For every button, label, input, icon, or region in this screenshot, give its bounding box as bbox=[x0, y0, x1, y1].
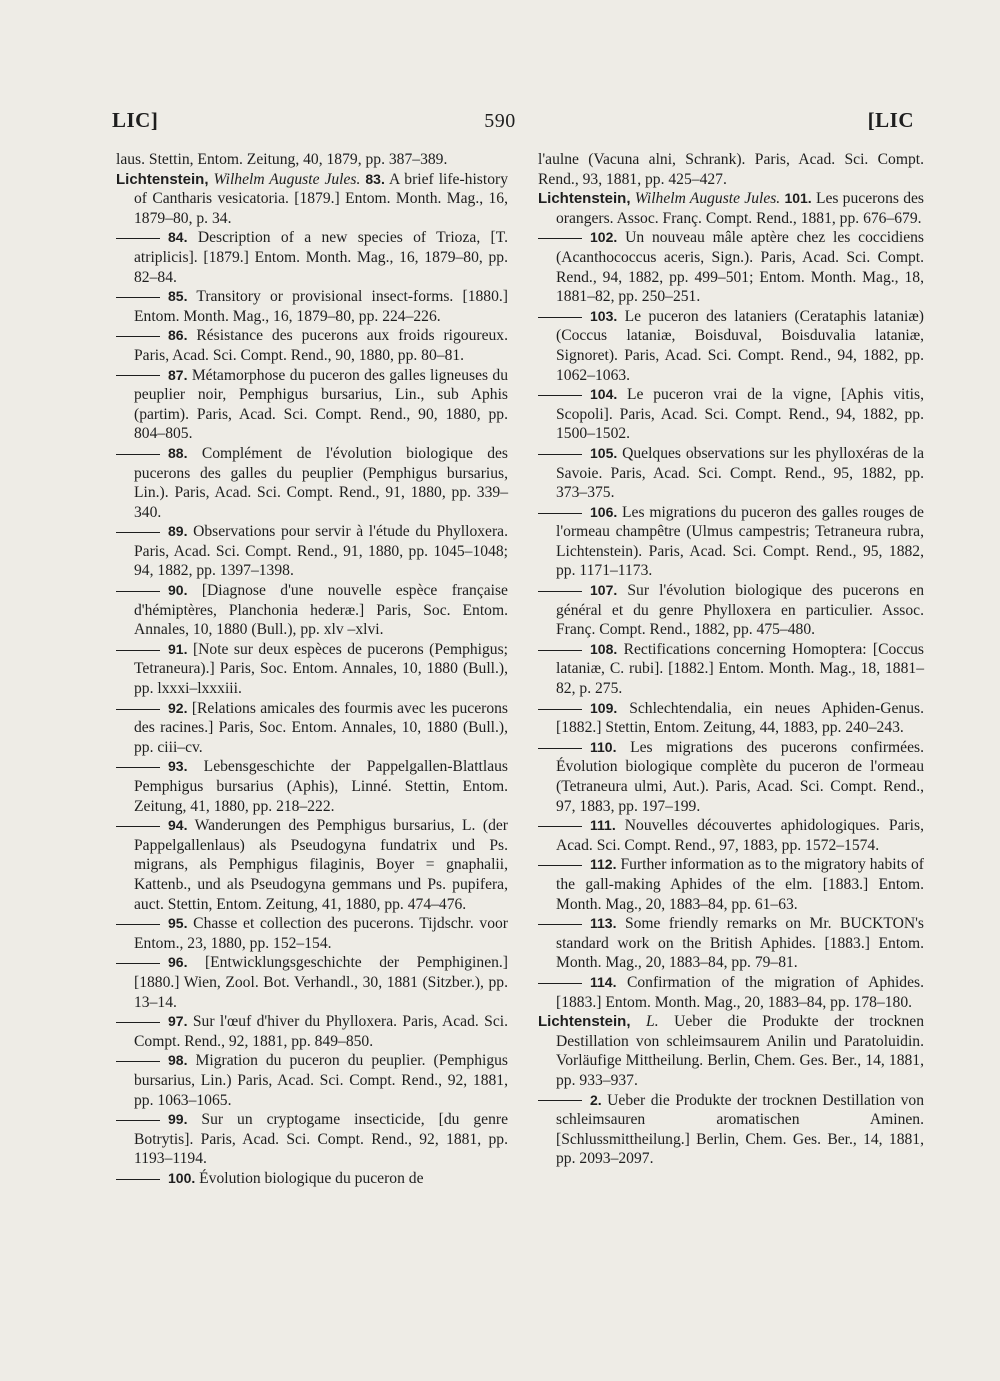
bibliography-entry bbox=[538, 816, 924, 855]
entry-number: 107. bbox=[590, 582, 618, 599]
ditto-dash bbox=[538, 454, 582, 455]
ditto-dash bbox=[116, 1061, 160, 1062]
entry-number: 95. bbox=[168, 915, 188, 932]
running-head-right: [LIC bbox=[867, 108, 914, 132]
bibliography-entry bbox=[116, 581, 508, 640]
bibliography-entry bbox=[538, 738, 924, 816]
entry-number: 90. bbox=[168, 582, 188, 599]
ditto-dash bbox=[116, 591, 160, 592]
bibliography-entry bbox=[538, 307, 924, 385]
entry-number: 2. bbox=[590, 1091, 602, 1108]
ditto-dash bbox=[116, 1179, 160, 1180]
entry-number: 108. bbox=[590, 640, 618, 657]
entry-text: Migration du puceron du peuplier. (Pemphigus bursarius, Lin.) Paris, Acad. Sci. Compt. Rend., 92, 1881, pp. 1063–1065. bbox=[134, 1052, 509, 1109]
bibliography-entry bbox=[116, 699, 508, 758]
author-name: Lichtenstein, bbox=[116, 170, 209, 188]
bibliography-entry bbox=[538, 385, 924, 444]
bibliography-entry bbox=[116, 1110, 508, 1169]
ditto-dash bbox=[538, 238, 582, 239]
bibliography-entry bbox=[116, 1012, 508, 1051]
running-head-left: LIC] bbox=[112, 108, 159, 132]
entry-text: Transitory or provisional insect-forms. [1880.] Entom. Month. Mag., 16, 1879–80, pp. 224–226. bbox=[134, 288, 508, 325]
entry-number: 98. bbox=[168, 1052, 188, 1069]
bibliography-entry bbox=[538, 1091, 924, 1169]
entry-text: Le puceron des lataniers (Cerataphis lataniæ) (Coccus lataniæ, Boisduval, Boisduvalia lataniæ, Signoret). Paris, Acad. Sci. Compt. Rend., 94, 1882, pp. 1062–1063. bbox=[556, 307, 924, 384]
bibliography-entry bbox=[538, 444, 924, 503]
ditto-dash bbox=[116, 532, 160, 533]
author-entry bbox=[538, 189, 924, 228]
ditto-dash bbox=[538, 513, 582, 514]
entry-text: [Note sur deux espèces de pucerons (Pemphigus; Tetraneura).] Paris, Soc. Entom. Annales, 10, 1880 (Bull.), pp. lxxxi–lxxxiii. bbox=[134, 640, 509, 698]
entry-number: 93. bbox=[168, 758, 188, 775]
bibliography-entry bbox=[538, 640, 924, 699]
entry-text: A brief life-history of Cantharis vesicatoria. [1879.] Entom. Month. Mag., 16, 1879–80, p. 34. bbox=[134, 170, 508, 227]
ditto-dash bbox=[538, 591, 582, 592]
entry-text: Résistance des pucerons aux froids rigoureux. Paris, Acad. Sci. Compt. Rend., 90, 1880, pp. 80–81. bbox=[134, 327, 508, 364]
bibliography-entry bbox=[116, 914, 508, 953]
author-forenames: L. bbox=[646, 1013, 659, 1031]
entry-text: Ueber die Produkte der trocknen Destillation von schleimsauren aromatischen Aminen. [Schlussmittheilung.] Berlin, Chem. Ges. Ber., 14, 1881, pp. 2093–2097. bbox=[556, 1091, 924, 1168]
bibliography-entry bbox=[538, 699, 924, 738]
bibliography-entry bbox=[116, 953, 508, 1012]
entry-text: Le puceron vrai de la vigne, [Aphis vitis, Scopoli]. Paris, Acad. Sci. Compt. Rend., 94, 1882, pp. 1500–1502. bbox=[556, 386, 924, 443]
continued-entry bbox=[538, 150, 924, 189]
entry-text: Sur l'évolution biologique des pucerons en général et du genre Phylloxera en particulier. Assoc. Franç. Compt. Rend., 1882, pp. 475–480. bbox=[556, 582, 924, 639]
entry-number: 105. bbox=[590, 444, 618, 461]
author-name: Lichtenstein, bbox=[538, 1013, 631, 1031]
ditto-dash bbox=[116, 1022, 160, 1023]
entry-text: Métamorphose du puceron des galles ligneuses du peuplier noir, Pemphigus bursarius, Lin., sub Aphis (partim). Paris, Acad. Sci. Compt. Rend., 90, 1880, pp. 804–805. bbox=[134, 366, 508, 443]
entry-number: 89. bbox=[168, 523, 188, 540]
entry-number: 101. bbox=[784, 190, 812, 207]
entry-text: Rectifications concerning Homoptera: [Coccus lataniæ, C. rubi]. [1882.] Entom. Month. Mag., 18, 1881–82, p. 275. bbox=[556, 640, 924, 698]
entry-number: 86. bbox=[168, 327, 188, 344]
entry-number: 106. bbox=[590, 503, 618, 520]
entry-number: 109. bbox=[590, 699, 618, 716]
entry-text: Observations pour servir à l'étude du Phylloxera. Paris, Acad. Sci. Compt. Rend., 91, 1880, pp. 1045–1048; 94, 1882, pp. 1397–1398. bbox=[134, 523, 508, 580]
author-name: Lichtenstein, bbox=[538, 190, 631, 208]
ditto-dash bbox=[116, 375, 160, 376]
page-number: 590 bbox=[484, 110, 516, 132]
ditto-dash bbox=[116, 238, 160, 239]
ditto-dash bbox=[116, 709, 160, 710]
entry-number: 97. bbox=[168, 1013, 188, 1030]
entry-text: Description of a new species of Trioza, [T. atriplicis]. [1879.] Entom. Month. Mag., 16, 1879–80, pp. 82–84. bbox=[134, 229, 509, 286]
entry-text: [Entwicklungsgeschichte der Pemphiginen.] [1880.] Wien, Zool. Bot. Verhandl., 30, 1881 (Sitzber.), pp. 13–14. bbox=[134, 954, 508, 1011]
entry-number: 104. bbox=[590, 386, 618, 403]
entry-number: 113. bbox=[590, 915, 617, 932]
bibliography-entry bbox=[538, 914, 924, 973]
bibliography-entry bbox=[116, 522, 508, 581]
bibliography-entry bbox=[116, 287, 508, 326]
ditto-dash bbox=[116, 297, 160, 298]
ditto-dash bbox=[116, 924, 160, 925]
entry-text: Sur un cryptogame insecticide, [du genre Botrytis]. Paris, Acad. Sci. Compt. Rend., 92, 1881, pp. 1193–1194. bbox=[134, 1111, 508, 1168]
ditto-dash bbox=[538, 748, 582, 749]
bibliography-entry bbox=[538, 228, 924, 306]
bibliography-entry bbox=[116, 757, 508, 816]
author-entry bbox=[538, 1012, 924, 1090]
entry-text: Nouvelles découvertes aphidologiques. Paris, Acad. Sci. Compt. Rend., 97, 1883, pp. 1572–1574. bbox=[556, 817, 924, 854]
entry-number: 83. bbox=[365, 170, 385, 187]
entry-text: laus. Stettin, Entom. Zeitung, 40, 1879, pp. 387–389. bbox=[116, 151, 448, 168]
ditto-dash bbox=[538, 983, 582, 984]
entry-number: 92. bbox=[168, 699, 188, 716]
ditto-dash bbox=[538, 650, 582, 651]
entry-text: Lebensgeschichte der Pappelgallen-Blattlaus Pemphigus bursarius (Aphis), Linné. Stettin, Entom. Zeitung, 41, 1880, pp. 218–222. bbox=[134, 758, 508, 815]
entry-number: 111. bbox=[590, 817, 616, 834]
entry-text: Évolution biologique du puceron de bbox=[199, 1169, 424, 1187]
bibliography-entry bbox=[116, 1169, 508, 1189]
ditto-dash bbox=[538, 1100, 582, 1101]
bibliography-entry bbox=[116, 640, 508, 699]
ditto-dash bbox=[116, 1120, 160, 1121]
ditto-dash bbox=[538, 826, 582, 827]
bibliography-entry bbox=[538, 503, 924, 581]
ditto-dash bbox=[116, 454, 160, 455]
ditto-dash bbox=[116, 336, 160, 337]
ditto-dash bbox=[538, 865, 582, 866]
ditto-dash bbox=[538, 395, 582, 396]
entry-text: Chasse et collection des pucerons. Tijdschr. voor Entom., 23, 1880, pp. 152–154. bbox=[134, 915, 508, 952]
left-column bbox=[116, 150, 508, 1188]
entry-number: 88. bbox=[168, 444, 188, 461]
entry-number: 84. bbox=[168, 229, 188, 246]
right-column bbox=[538, 150, 924, 1169]
entry-number: 103. bbox=[590, 307, 618, 324]
entry-text: Sur l'œuf d'hiver du Phylloxera. Paris, Acad. Sci. Compt. Rend., 92, 1881, pp. 849–850. bbox=[134, 1013, 508, 1050]
entry-text: [Relations amicales des fourmis avec les pucerons des racines.] Paris, Soc. Entom. Annales, 10, 1880 (Bull.), pp. ciii–cv. bbox=[134, 699, 508, 756]
entry-number: 100. bbox=[168, 1169, 196, 1186]
bibliography-entry bbox=[116, 326, 508, 365]
bibliography-entry bbox=[116, 1051, 508, 1110]
entry-text: Wanderungen des Pemphigus bursarius, L. (der Pappelgallenlaus) als Pseudogyna fundatrix und Ps. migrans, als Pemphigus filaginis, Boyer = gnaphalii, Kattenb., und als Pseudogyna gemmans und Ps. pupifera, auct. Stettin, Entom. Zeitung, 41, 1880, pp. 474–476. bbox=[134, 817, 508, 913]
entry-text: Les pucerons des orangers. Assoc. Franç. Compt. Rend., 1881, pp. 676–679. bbox=[556, 190, 924, 227]
entry-text: Some friendly remarks on Mr. BUCKTON's standard work on the British Aphides. [1883.] Entom. Month. Mag., 20, 1883–84, pp. 79–81. bbox=[556, 915, 924, 972]
entry-number: 110. bbox=[590, 738, 617, 755]
ditto-dash bbox=[538, 924, 582, 925]
entry-text: Complément de l'évolution biologique des pucerons des galles du peuplier (Pemphigus bursarius, Lin.). Paris, Acad. Sci. Compt. Rend., 91, 1880, pp. 339–340. bbox=[134, 444, 508, 521]
entry-number: 85. bbox=[168, 288, 188, 305]
ditto-dash bbox=[538, 317, 582, 318]
ditto-dash bbox=[116, 767, 160, 768]
entry-text: l'aulne (Vacuna alni, Schrank). Paris, Acad. Sci. Compt. Rend., 93, 1881, pp. 425–427. bbox=[538, 151, 924, 188]
entry-number: 102. bbox=[590, 229, 618, 246]
author-forenames: Wilhelm Auguste Jules. bbox=[634, 190, 781, 208]
entry-text: Confirmation of the migration of Aphides. [1883.] Entom. Month. Mag., 20, 1883–84, pp. 178–180. bbox=[556, 973, 924, 1011]
entry-number: 112. bbox=[590, 856, 617, 873]
ditto-dash bbox=[116, 650, 160, 651]
ditto-dash bbox=[116, 826, 160, 827]
entry-number: 99. bbox=[168, 1111, 188, 1128]
author-forenames: Wilhelm Auguste Jules. bbox=[213, 170, 361, 188]
bibliography-entry bbox=[538, 855, 924, 914]
entry-text: Quelques observations sur les phylloxéras de la Savoie. Paris, Acad. Sci. Compt. Rend., 95, 1882, pp. 373–375. bbox=[556, 444, 925, 502]
entry-text: [Diagnose d'une nouvelle espèce française d'hémiptères, Planchonia hederæ.] Paris, Soc. Entom. Annales, 10, 1880 (Bull.), pp. xlv –xlvi. bbox=[134, 582, 508, 639]
ditto-dash bbox=[116, 963, 160, 964]
bibliography-entry bbox=[116, 228, 508, 287]
entry-number: 94. bbox=[168, 817, 188, 834]
ditto-dash bbox=[538, 709, 582, 710]
author-entry bbox=[116, 170, 508, 229]
entry-number: 114. bbox=[590, 973, 617, 990]
entry-text: Les migrations du puceron des galles rouges de l'ormeau champêtre (Ulmus campestris; Tetraneura rubra, Lichtenstein). Paris, Acad. Sci. Compt. Rend., 95, 1882, pp. 1171–1173. bbox=[556, 503, 924, 580]
bibliography-entry bbox=[116, 816, 508, 914]
entry-number: 91. bbox=[168, 640, 188, 657]
bibliography-entry bbox=[538, 581, 924, 640]
entry-text: Further information as to the migratory habits of the gall-making Aphides of the elm. [1883.] Entom. Month. Mag., 20, 1883–84, pp. 61–63. bbox=[556, 856, 924, 913]
entry-text: Un nouveau mâle aptère chez les coccidiens (Acanthococcus aceris, Sign.). Paris, Acad. Sci. Compt. Rend., 94, 1882, pp. 499–501; Entom. Month. Mag., 18, 1881–82, pp. 250–251. bbox=[556, 229, 924, 306]
bibliography-entry bbox=[116, 444, 508, 522]
bibliography-entry bbox=[538, 973, 924, 1012]
continued-entry bbox=[116, 150, 508, 170]
entry-text: Les migrations des pucerons confirmées. Évolution biologique complète du puceron de l'ormeau (Tetraneura ulmi, Aut.). Paris, Acad. Sci. Compt. Rend., 97, 1883, pp. 197–199. bbox=[556, 738, 924, 815]
entry-text: Ueber die Produkte der trocknen Destillation von schleimsaurem Anilin und Paratoluidin. Vorläufige Mittheilung. Berlin, Chem. Ges. Ber., 14, 1881, pp. 933–937. bbox=[556, 1013, 924, 1089]
bibliography-entry bbox=[116, 366, 508, 444]
entry-text: Schlechtendalia, ein neues Aphiden-Genus. [1882.] Stettin, Entom. Zeitung, 44, 1883, pp. 240–243. bbox=[556, 699, 924, 737]
entry-number: 87. bbox=[168, 366, 188, 383]
entry-number: 96. bbox=[168, 954, 188, 971]
